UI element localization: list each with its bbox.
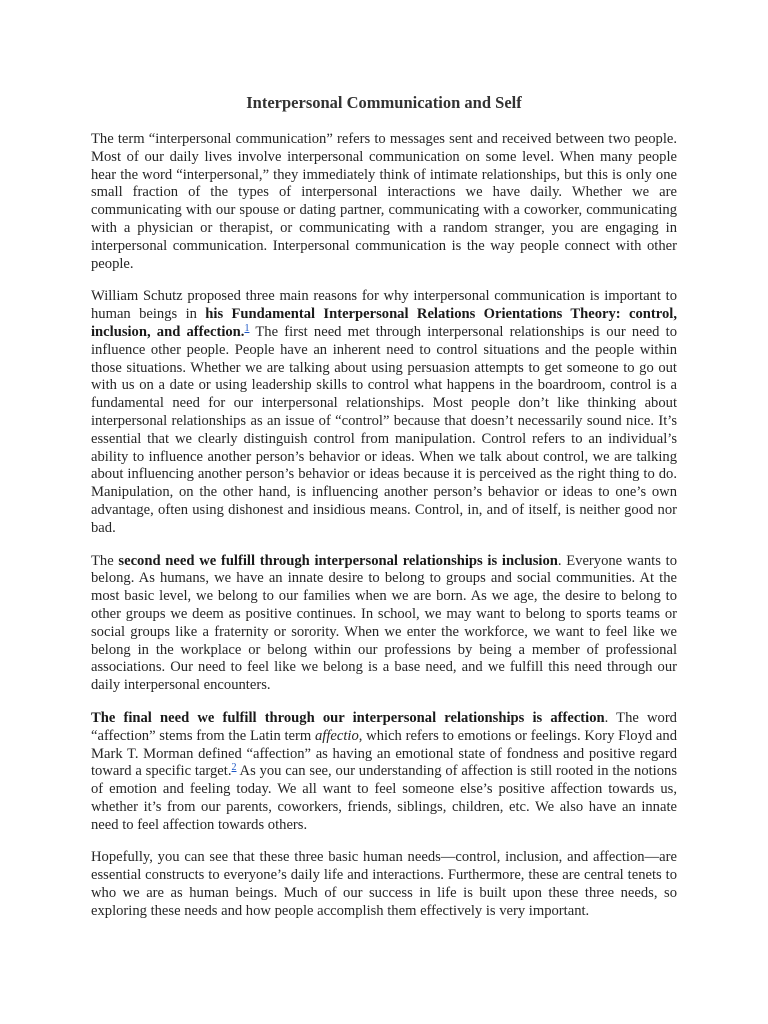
footnote-link-2[interactable]: 2	[231, 762, 237, 774]
affection-heading-bold: The final need we fulfill through our interpersonal relationships is affection	[91, 709, 605, 726]
paragraph-conclusion	[91, 849, 677, 920]
document-page	[91, 93, 677, 936]
document-title: Interpersonal Communication and Self	[246, 93, 522, 112]
theory-name-bold: his Fundamental Interpersonal Relations Orientations Theory: control, inclusion, and affection.	[91, 306, 677, 340]
paragraph-inclusion-text-b: . Everyone wants to belong. As humans, we have an innate desire to belong to groups and social communities. At the most basic level, we belong to our families when we are born. As we age, the desire to belong to other groups we deem as positive continues. In school, we may want to belong to sports teams or social groups like a fraternity or sorority. When we enter the workforce, we want to feel like we belong in the workplace or belong within our professions by being a member of professional associations. Our need to feel like we belong is a base need, and we fulfill this need through our daily interpersonal encounters.	[91, 552, 677, 694]
paragraph-schutz-text-a: William Schutz proposed three main reasons for why interpersonal communication is important to human beings in	[91, 288, 677, 323]
paragraph-inclusion-text-a: The	[91, 552, 119, 569]
paragraph-inclusion	[91, 553, 677, 695]
paragraph-affection-text-c: As you can see, our understanding of affection is still rooted in the notions of emotion and feeling today. We all want to feel someone else’s positive affection towards us, whether it’s from our parents, coworkers, friends, siblings, children, etc. We also have an innate need to feel affection towards others.	[91, 763, 677, 833]
paragraph-affection-text-b: , which refers to emotions or feelings. Kory Floyd and Mark T. Morman defined “affection” as having an emotional state of fondness and positive regard toward a specific target.	[91, 727, 677, 780]
paragraph-intro	[91, 131, 677, 273]
paragraph-schutz	[91, 288, 677, 537]
paragraph-conclusion-text: Hopefully, you can see that these three basic human needs—control, inclusion, and affection—are essential constructs to everyone’s daily life and interactions. Furthermore, these are central tenets to who we are as human beings. Much of our success in life is built upon these three needs, so exploring these needs and how people accomplish them effectively is very important.	[91, 849, 677, 919]
paragraph-schutz-text-b: The first need met through interpersonal relationships is our need to influence other people. People have an inherent need to control situations and the people within those situations. Whether we are talking about using persuasion attempts to get someone to go out with us on a date or using leadership skills to control what happens in the boardroom, control is a fundamental need for our interpersonal relationships. Most people don’t like thinking about interpersonal relationships as an issue of “control” because that doesn’t necessarily sound nice. It’s essential that we clearly distinguish control from manipulation. Control refers to an individual’s ability to influence another person’s behavior or ideas. When we talk about control, we are talking about influencing another person’s behavior or ideas because it is perceived as the right thing to do. Manipulation, on the other hand, is influencing another person’s behavior or ideas to one’s own advantage, often using dishonest and insidious means. Control, in, and of itself, is neither good nor bad.	[91, 323, 678, 536]
paragraph-intro-text: The term “interpersonal communication” refers to messages sent and received between two people. Most of our daily lives involve interpersonal communication on some level. When many people hear the word “interpersonal,” they immediately think of intimate relationships, but this is only one small fraction of the types of interpersonal interactions we have daily. Whether we are communicating with our spouse or dating partner, communicating with a coworker, communicating with a physician or therapist, or communicating with a random stranger, you are engaging in interpersonal communication. Interpersonal communication is the way people connect with other people.	[91, 131, 677, 272]
latin-term-italic: affectio	[315, 727, 359, 744]
paragraph-affection	[91, 710, 677, 835]
paragraph-affection-text-a: . The word “affection” stems from the Latin term	[91, 709, 677, 744]
footnote-link-1[interactable]: 1	[244, 322, 250, 334]
inclusion-heading-bold: second need we fulfill through interpersonal relationships is inclusion	[118, 552, 558, 569]
